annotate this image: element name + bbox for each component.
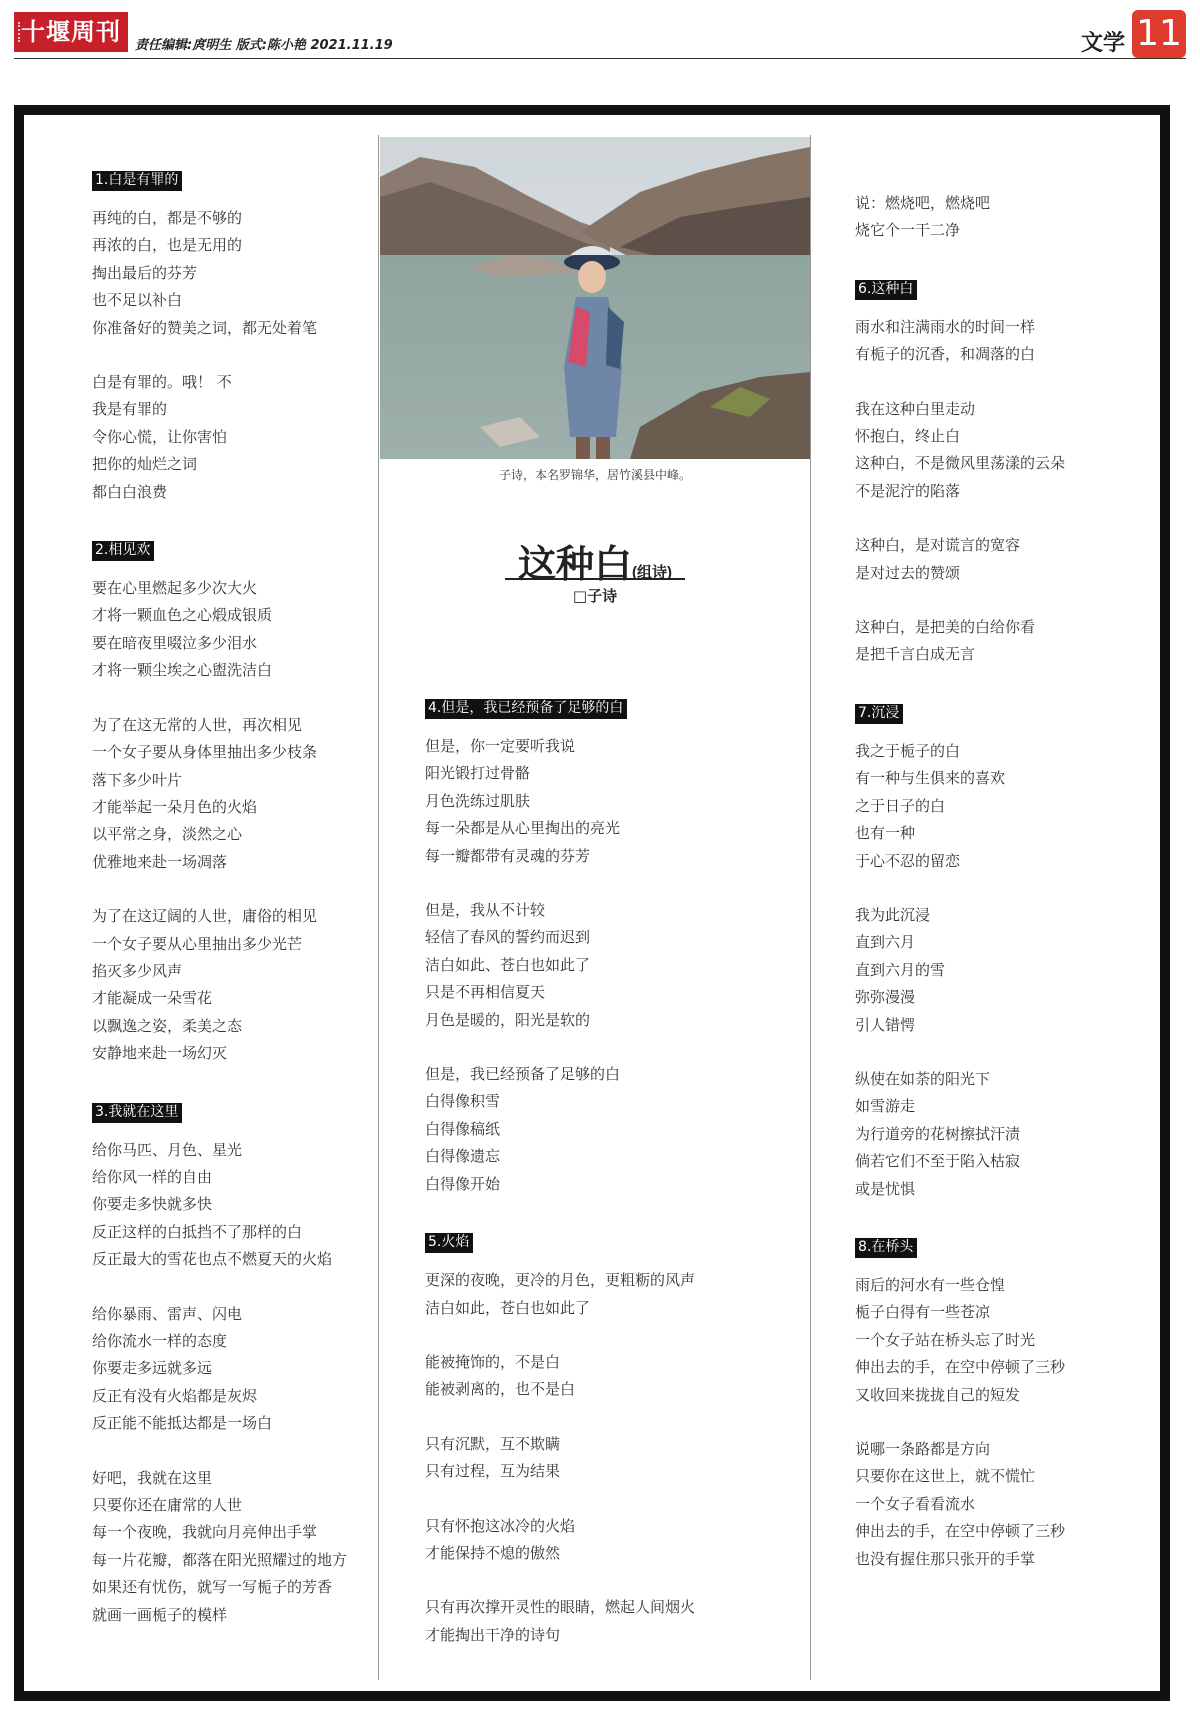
poem-line: 给你暴雨、雷声、闪电 [92, 1304, 243, 1323]
poem-line: 要在暗夜里啜泣多少泪水 [92, 633, 258, 652]
stanza [855, 1066, 1145, 1203]
poem-line: 给你流水一样的态度 [92, 1332, 228, 1350]
poem-line: 这种白，是对谎言的宽容 [855, 536, 1021, 555]
poem-line: 白是有罪的。哦！ 不 [92, 373, 232, 392]
poem-title: 5.火焰 [425, 1233, 473, 1253]
poem-line: 就画一画栀子的模样 [92, 1605, 228, 1624]
poem-line: 月色洗练过肌肤 [425, 791, 531, 810]
stanza [92, 903, 362, 1067]
poem-line: 以平常之身，淡然之心 [92, 825, 243, 844]
poem-8 [855, 1237, 1145, 1573]
poem-2 [92, 540, 362, 1068]
poem-line: 只要你还在庸常的人世 [92, 1496, 243, 1515]
poem-5 [425, 1232, 795, 1649]
poem-6 [855, 279, 1145, 669]
poem-line: 但是，我已经预备了足够的白 [425, 1065, 621, 1084]
stanza [855, 902, 1145, 1039]
stanza [425, 1267, 795, 1322]
masthead-ornament [18, 22, 23, 42]
poem-line: 为了在这无常的人世，再次相见 [92, 715, 303, 734]
poem-line: 引人错愕 [855, 1015, 916, 1034]
poem-line: 我是有罪的 [92, 400, 168, 419]
stanza [855, 1436, 1145, 1573]
poem-line: 但是，我从不计较 [425, 901, 546, 920]
stanza [92, 1465, 362, 1629]
poem-line: 掐灭多少风声 [92, 961, 183, 980]
poem-line: 如果还有忧伤，就写一写栀子的芳香 [92, 1578, 333, 1597]
poem-line: 只有再次撑开灵性的眼睛，燃起人间烟火 [425, 1598, 696, 1617]
author-photo [380, 137, 810, 459]
poem-line: 也没有握住那只张开的手掌 [855, 1549, 1036, 1568]
poem-line: 倘若它们不至于陷入枯寂 [855, 1152, 1021, 1171]
poem-line: 白得像积雪 [425, 1092, 501, 1111]
poem-line: 再浓的白，也是无用的 [92, 236, 243, 255]
poem-line: 每一个夜晚，我就向月亮伸出手掌 [92, 1523, 318, 1542]
stanza [425, 1349, 795, 1404]
column-divider-left [378, 135, 379, 1680]
poem-5-continued [855, 190, 1145, 245]
poem-line: 我在这种白里走动 [855, 399, 976, 418]
poem-line: 雨后的河水有一些仓惶 [855, 1275, 1006, 1294]
poem-line: 我为此沉浸 [855, 905, 931, 924]
poem-line: 你要走多快就多快 [92, 1195, 213, 1214]
poem-line: 每一瓣都带有灵魂的芬芳 [425, 846, 591, 865]
stanza [425, 1061, 795, 1198]
poem-7 [855, 703, 1145, 1203]
poem-title: 2.相见欢 [92, 541, 154, 561]
poem-line: 也不足以补白 [92, 291, 183, 310]
poem-line: 能被剥离的，也不是白 [425, 1380, 576, 1399]
title-underline [505, 578, 685, 580]
poem-line: 有栀子的沉香，和凋落的白 [855, 345, 1036, 364]
poem-line: 为了在这辽阔的人世，庸俗的相见 [92, 907, 318, 926]
poem-line: 洁白如此、苍白也如此了 [425, 955, 591, 974]
poem-line: 轻信了春风的誓约而迟到 [425, 928, 591, 947]
poem-line: 直到六月 [855, 933, 916, 952]
stanza [425, 1594, 795, 1649]
poem-4 [425, 698, 795, 1198]
poem-column-left [92, 170, 362, 1663]
poem-line: 令你心慌，让你害怕 [92, 427, 228, 446]
poem-line: 我之于栀子的白 [855, 741, 961, 760]
poem-line: 每一朵都是从心里掏出的亮光 [425, 819, 621, 838]
article-author: □子诗 [572, 587, 618, 605]
stanza [855, 614, 1145, 669]
poem-line: 栀子白得有一些苍凉 [855, 1303, 991, 1322]
poem-line: 更深的夜晚，更冷的月色，更粗粝的风声 [425, 1271, 696, 1290]
poem-line: 给你风一样的自由 [92, 1167, 213, 1186]
stanza [425, 733, 795, 870]
column-divider-right [810, 135, 811, 1680]
page-number-badge: 11 [1132, 10, 1186, 58]
stanza [425, 1431, 795, 1486]
masthead-logo [14, 12, 128, 52]
masthead-text: 十堰周刊 [21, 17, 121, 46]
stanza [92, 369, 362, 506]
header-rule [14, 58, 1186, 59]
poem-line: 落下多少叶片 [92, 770, 183, 789]
poem-line: 是对过去的赞颂 [855, 563, 961, 582]
stanza [92, 712, 362, 876]
stanza [425, 897, 795, 1034]
article-title-text: 这种白 [517, 541, 632, 586]
poem-line: 也有一种 [855, 824, 916, 843]
poem-line: 直到六月的雪 [855, 960, 946, 979]
poem-line: 反正能不能抵达都是一场白 [92, 1414, 273, 1433]
poem-line: 优雅地来赴一场凋落 [92, 852, 228, 871]
poem-line: 于心不忍的留恋 [855, 851, 961, 870]
poem-title: 6.这种白 [855, 280, 917, 300]
stanza [855, 1272, 1145, 1409]
section-label: 文学 [1080, 31, 1125, 56]
poem-line: 要在心里燃起多少次大火 [92, 579, 258, 598]
poem-3 [92, 1102, 362, 1630]
poem-line: 白得像遗忘 [425, 1147, 501, 1166]
poem-line: 为行道旁的花树擦拭汗渍 [855, 1124, 1021, 1143]
poem-line: 只有过程，互为结果 [425, 1462, 561, 1481]
poem-line: 是把千言白成无言 [855, 645, 976, 664]
poem-line: 这种白，不是微风里荡漾的云朵 [855, 454, 1066, 473]
stanza [92, 1137, 362, 1274]
poem-column-middle [425, 698, 795, 1683]
poem-line: 白得像开始 [425, 1174, 501, 1193]
poem-title: 3.我就在这里 [92, 1103, 182, 1123]
poem-line: 又收回来拢拢自己的短发 [855, 1385, 1021, 1404]
poem-line: 才能保持不熄的傲然 [425, 1543, 561, 1562]
article-title-note: (组诗) [632, 564, 672, 581]
poem-title: 4.但是，我已经预备了足够的白 [425, 699, 627, 719]
poem-line: 伸出去的手，在空中停顿了三秒 [855, 1358, 1066, 1377]
poem-line: 洁白如此，苍白也如此了 [425, 1298, 591, 1317]
poem-title: 1.白是有罪的 [92, 171, 182, 191]
poem-1 [92, 170, 362, 506]
poem-line: 反正有没有火焰都是灰烬 [92, 1386, 258, 1405]
poem-line: 弥弥漫漫 [855, 988, 916, 1007]
editor-credit-line: 责任编辑:庹明生 版式:陈小艳 2021.11.19 [135, 38, 393, 53]
author-photo-illustration [380, 137, 810, 459]
poem-line: 一个女子站在桥头忘了时光 [855, 1330, 1036, 1349]
poem-line: 有一种与生俱来的喜欢 [855, 769, 1006, 788]
poem-line: 如雪游走 [855, 1097, 916, 1116]
poem-line: 只有沉默，互不欺瞒 [425, 1434, 561, 1453]
photo-caption: 子诗，本名罗锦华，居竹溪县中峰。 [498, 468, 691, 482]
poem-line: 雨水和注满雨水的时间一样 [855, 317, 1036, 336]
poem-line: 月色是暖的，阳光是软的 [425, 1010, 591, 1029]
poem-line: 怀抱白，终止白 [855, 427, 961, 446]
poem-line: 一个女子要从身体里抽出多少枝条 [92, 743, 318, 762]
stanza [855, 396, 1145, 506]
poem-line: 之于日子的白 [855, 796, 946, 815]
poem-line: 只要你在这世上，就不慌忙 [855, 1467, 1036, 1486]
poem-line: 一个女子看看流水 [855, 1494, 976, 1513]
stanza [425, 1513, 795, 1568]
poem-line: 不是泥泞的陷落 [855, 481, 961, 500]
poem-title: 7.沉浸 [855, 704, 903, 724]
poem-line: 才将一颗尘埃之心盥洗洁白 [92, 661, 273, 680]
poem-line: 安静地来赴一场幻灭 [92, 1044, 228, 1063]
poem-line: 这种白，是把美的白给你看 [855, 618, 1036, 637]
poem-line: 才能凝成一朵雪花 [92, 989, 213, 1008]
poem-line: 阳光锻打过骨骼 [425, 764, 531, 783]
poem-line: 能被掩饰的，不是白 [425, 1352, 561, 1371]
poem-line: 你要走多远就多远 [92, 1359, 213, 1378]
poem-line: 但是，你一定要听我说 [425, 737, 576, 755]
poem-line: 伸出去的手，在空中停顿了三秒 [855, 1522, 1066, 1541]
poem-line: 纵使在如荼的阳光下 [855, 1069, 991, 1088]
poem-line: 好吧，我就在这里 [92, 1468, 213, 1487]
poem-line: 才能掏出干净的诗句 [425, 1625, 561, 1644]
poem-line: 只有怀抱这冰冷的火焰 [425, 1516, 576, 1535]
stanza [855, 314, 1145, 369]
poem-line: 再纯的白，都是不够的 [92, 209, 243, 227]
poem-line: 才将一颗血色之心煅成银质 [92, 606, 273, 625]
poem-line: 说哪一条路都是方向 [855, 1440, 991, 1458]
poem-line: 把你的灿烂之词 [92, 455, 198, 474]
poem-line: 只是不再相信夏天 [425, 983, 546, 1002]
stanza [855, 190, 1145, 245]
poem-line: 说：燃烧吧，燃烧吧 [855, 194, 991, 212]
poem-line: 才能举起一朵月色的火焰 [92, 797, 258, 816]
poem-line: 反正最大的雪花也点不燃夏天的火焰 [92, 1250, 333, 1269]
stanza [92, 205, 362, 342]
poem-line: 反正这样的白抵挡不了那样的白 [92, 1222, 303, 1241]
poem-line: 你准备好的赞美之词，都无处着笔 [92, 318, 318, 337]
stanza [855, 738, 1145, 875]
stanza [855, 532, 1145, 587]
poem-title: 8.在桥头 [855, 1238, 917, 1258]
poem-line: 以飘逸之姿，柔美之态 [92, 1016, 243, 1035]
poem-line: 烧它个一干二净 [855, 221, 961, 240]
poem-line: 都白白浪费 [92, 482, 168, 501]
poem-column-right [855, 190, 1145, 1607]
poem-line: 白得像稿纸 [425, 1119, 501, 1138]
poem-line: 掏出最后的芬芳 [92, 263, 198, 282]
stanza [92, 1301, 362, 1438]
poem-line: 每一片花瓣，都落在阳光照耀过的地方 [92, 1550, 348, 1569]
poem-line: 或是忧惧 [855, 1179, 916, 1198]
poem-line: 给你马匹、月色、星光 [92, 1140, 243, 1159]
stanza [92, 575, 362, 685]
poem-line: 一个女子要从心里抽出多少光芒 [92, 934, 303, 953]
